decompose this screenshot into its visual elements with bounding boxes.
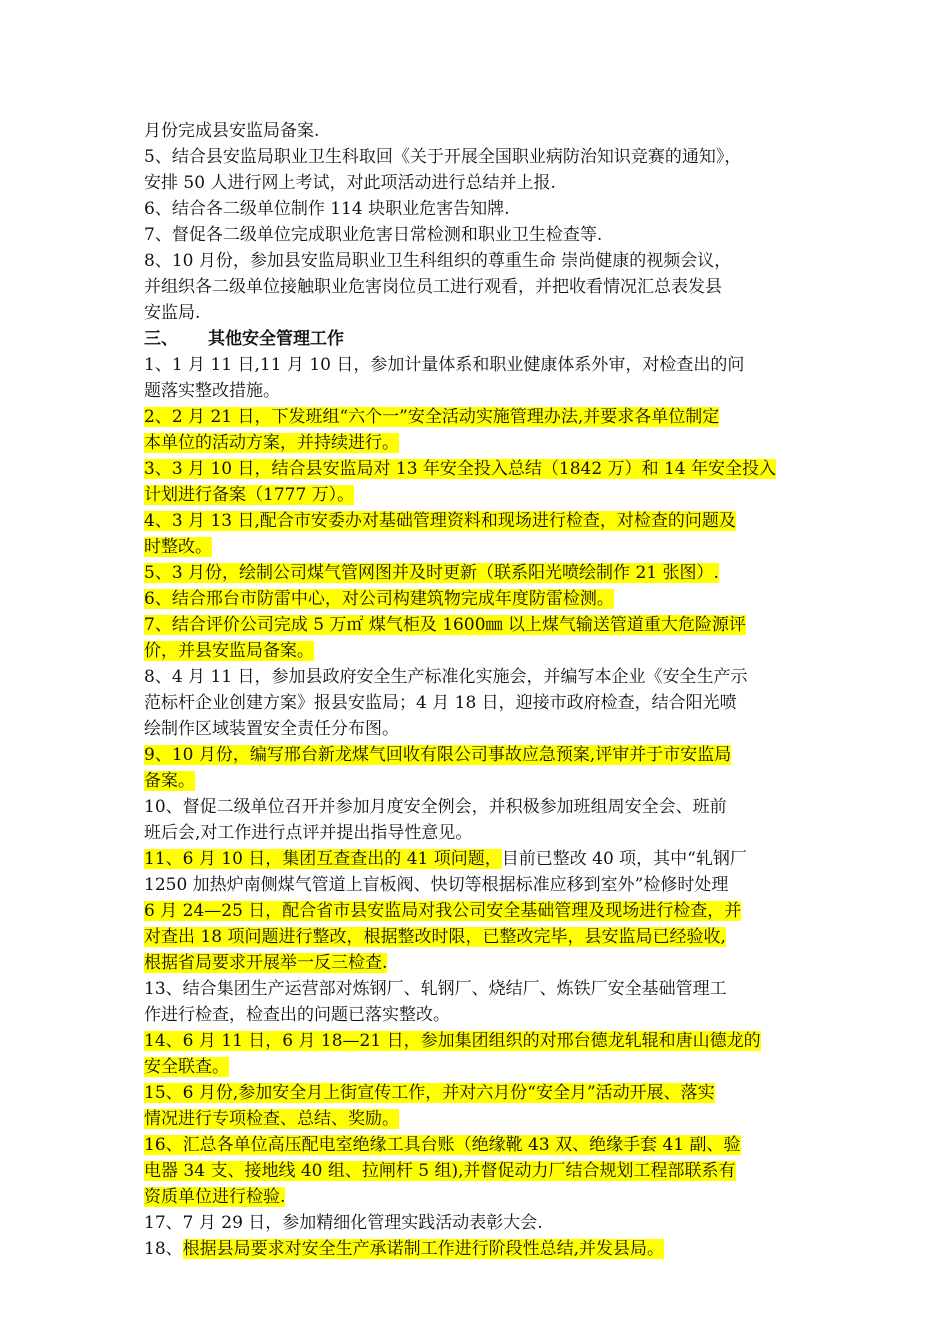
text-line	[144, 508, 814, 534]
text-line	[144, 1054, 814, 1080]
highlighted-text: 情况进行专项检查、总结、奖励。	[144, 1109, 399, 1129]
line-text: 题落实整改措施。	[144, 381, 280, 401]
highlighted-text: 5、3 月份，绘制公司煤气管网图并及时更新（联系阳光喷绘制作 21 张图）.	[144, 563, 719, 583]
text-line	[144, 1210, 814, 1236]
highlighted-text: 14、6 月 11 日，6 月 18—21 日，参加集团组织的对邢台德龙轧辊和唐山德龙的	[144, 1031, 761, 1051]
text-line	[144, 924, 814, 950]
highlighted-text: 电器 34 支、接地线 40 组、拉闸杆 5 组),并督促动力厂结合规划工程部联系有	[144, 1161, 736, 1181]
text-line	[144, 1236, 814, 1262]
highlighted-text: 根据县局要求对安全生产承诺制工作进行阶段性总结,并发县局。	[182, 1239, 665, 1259]
line-text: 7、督促各二级单位完成职业危害日常检测和职业卫生检查等.	[144, 225, 603, 245]
text-line	[144, 248, 814, 274]
highlighted-text: 时整改。	[144, 537, 212, 557]
highlighted-text: 6 月 24—25 日，配合省市县安监局对我公司安全基础管理及现场进行检查，并	[144, 901, 742, 921]
text-line	[144, 534, 814, 560]
highlighted-text: 备案。	[144, 771, 195, 791]
line-text: 17、7 月 29 日，参加精细化管理实践活动表彰大会.	[144, 1213, 543, 1233]
highlighted-text: 2、2 月 21 日，下发班组“六个一”安全活动实施管理办法,并要求各单位制定	[144, 407, 720, 427]
highlighted-text: 3、3 月 10 日，结合县安监局对 13 年安全投入总结（1842 万）和 14 年安全投入	[144, 459, 777, 479]
text-line	[144, 638, 814, 664]
line-text: 安排 50 人进行网上考试，对此项活动进行总结并上报.	[144, 173, 556, 193]
text-line	[144, 170, 814, 196]
highlighted-text: 本单位的活动方案，并持续进行。	[144, 433, 399, 453]
text-line	[144, 742, 814, 768]
text-line	[144, 404, 814, 430]
highlighted-text: 价，并县安监局备案。	[144, 641, 314, 661]
text-line	[144, 586, 814, 612]
text-line	[144, 794, 814, 820]
text-line	[144, 482, 814, 508]
line-text: 范标杆企业创建方案》报县安监局；4 月 18 日，迎接市政府检查，结合阳光喷	[144, 693, 737, 713]
highlighted-text: 计划进行备案（1777 万）。	[144, 485, 355, 505]
line-text: 5、结合县安监局职业卫生科取回《关于开展全国职业病防治知识竞赛的通知》，	[144, 147, 742, 167]
document-body	[144, 118, 814, 1262]
text-line	[144, 690, 814, 716]
text-line	[144, 274, 814, 300]
text-line	[144, 1106, 814, 1132]
text-line	[144, 664, 814, 690]
section-number: 三、	[144, 329, 178, 349]
line-text: 6、结合各二级单位制作 114 块职业危害告知牌.	[144, 199, 510, 219]
line-text: 1250 加热炉南侧煤气管道上盲板阀、快切等根据标准应移到室外”检修时处理	[144, 875, 729, 895]
text-line	[144, 898, 814, 924]
section-heading	[144, 326, 814, 352]
line-text: 10、督促二级单位召开并参加月度安全例会，并积极参加班组周安全会、班前	[144, 797, 727, 817]
line-text: 安监局.	[144, 303, 201, 323]
text-line	[144, 222, 814, 248]
text-line	[144, 1158, 814, 1184]
text-line	[144, 430, 814, 456]
text-line	[144, 118, 814, 144]
line-text: 13、结合集团生产运营部对炼钢厂、轧钢厂、烧结厂、炼铁厂安全基础管理工	[144, 979, 727, 999]
text-line	[144, 1028, 814, 1054]
line-text: 绘制作区域装置安全责任分布图。	[144, 719, 399, 739]
highlighted-text: 7、结合评价公司完成 5 万㎡ 煤气柜及 1600㎜ 以上煤气输送管道重大危险源评	[144, 615, 746, 635]
text-line	[144, 560, 814, 586]
text-line	[144, 612, 814, 638]
text-line	[144, 1184, 814, 1210]
line-text: 月份完成县安监局备案.	[144, 121, 320, 141]
text-line	[144, 144, 814, 170]
line-text: 1、1 月 11 日,11 月 10 日，参加计量体系和职业健康体系外审，对检查出的问	[144, 355, 745, 375]
text-line	[144, 976, 814, 1002]
text-line	[144, 950, 814, 976]
text-line	[144, 300, 814, 326]
text-line	[144, 846, 814, 872]
highlighted-text: 11、6 月 10 日，集团互查查出的 41 项问题，	[144, 849, 502, 869]
line-text: 8、4 月 11 日，参加县政府安全生产标准化实施会，并编写本企业《安全生产示	[144, 667, 748, 687]
highlighted-text: 4、3 月 13 日,配合市安委办对基础管理资料和现场进行检查，对检查的问题及	[144, 511, 736, 531]
line-text: 目前已整改 40 项，其中“轧钢厂	[501, 849, 747, 869]
text-line	[144, 768, 814, 794]
section-title: 其他安全管理工作	[208, 329, 344, 349]
highlighted-text: 9、10 月份，编写邢台新龙煤气回收有限公司事故应急预案,评审并于市安监局	[144, 745, 732, 765]
highlighted-text: 根据省局要求开展举一反三检查.	[144, 953, 388, 973]
line-text: 并组织各二级单位接触职业危害岗位员工进行观看，并把收看情况汇总表发县	[144, 277, 722, 297]
highlighted-text: 15、6 月份,参加安全月上街宣传工作，并对六月份“安全月”活动开展、落实	[144, 1083, 715, 1103]
text-line	[144, 716, 814, 742]
line-text: 班后会,对工作进行点评并提出指导性意见。	[144, 823, 473, 843]
highlighted-text: 16、汇总各单位高压配电室绝缘工具台账（绝缘靴 43 双、绝缘手套 41 副、验	[144, 1135, 741, 1155]
line-text: 作进行检查，检查出的问题已落实整改。	[144, 1005, 450, 1025]
highlighted-text: 安全联查。	[144, 1057, 229, 1077]
text-line	[144, 820, 814, 846]
line-text: 18、	[144, 1239, 183, 1259]
text-line	[144, 196, 814, 222]
text-line	[144, 872, 814, 898]
text-line	[144, 378, 814, 404]
line-text: 8、10 月份，参加县安监局职业卫生科组织的尊重生命 崇尚健康的视频会议，	[144, 251, 732, 271]
text-line	[144, 352, 814, 378]
text-line	[144, 1132, 814, 1158]
highlighted-text: 6、结合邢台市防雷中心，对公司构建筑物完成年度防雷检测。	[144, 589, 614, 609]
highlighted-text: 资质单位进行检验.	[144, 1187, 286, 1207]
text-line	[144, 456, 814, 482]
highlighted-text: 对查出 18 项问题进行整改，根据整改时限，已整改完毕，县安监局已经验收,	[144, 927, 726, 947]
text-line	[144, 1080, 814, 1106]
text-line	[144, 1002, 814, 1028]
